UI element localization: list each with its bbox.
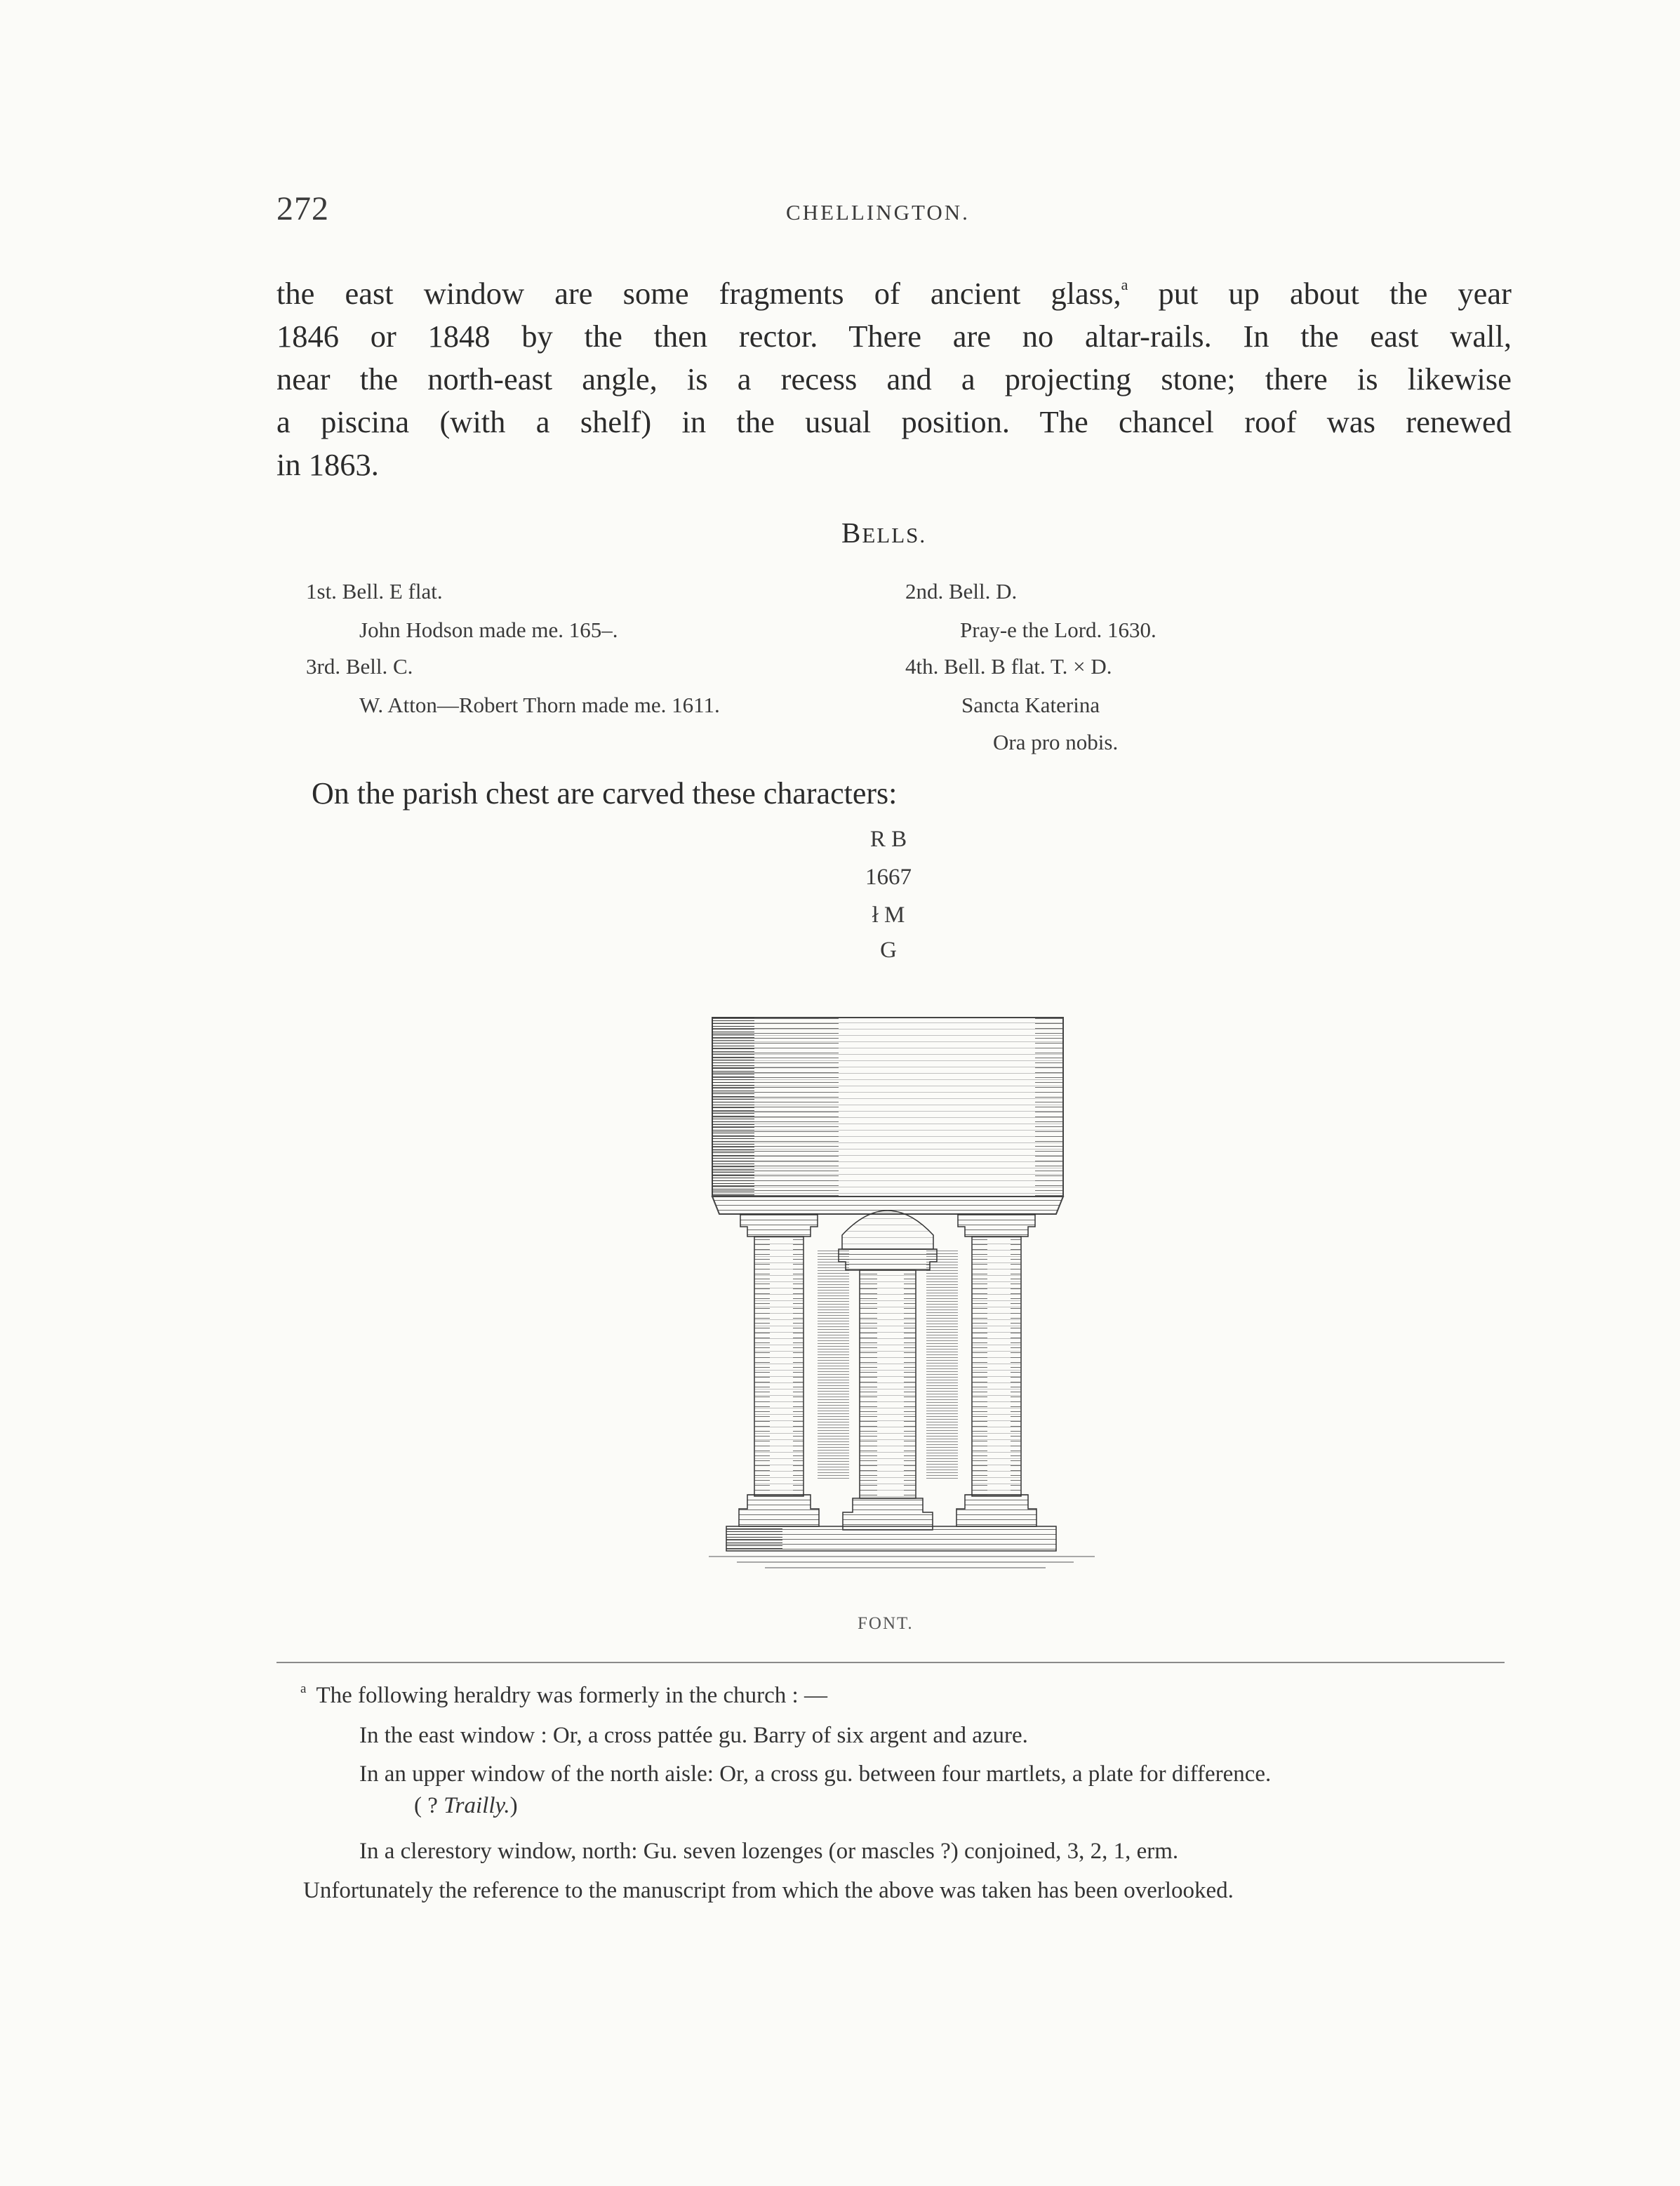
bell-entry-title: 2nd. Bell. D. — [905, 579, 1018, 604]
page-number: 272 — [276, 190, 329, 227]
bells-heading — [841, 516, 926, 549]
body-line: a piscina (with a shelf) in the usual position. The chancel roof was renewed — [276, 404, 1512, 439]
bell-entry-title: 1st. Bell. E flat. — [306, 579, 443, 604]
heading-initial: B — [841, 516, 862, 549]
footnote-text: ( ? — [414, 1793, 444, 1818]
figure-caption: FONT. — [858, 1614, 914, 1633]
body-text: put up about the year — [1128, 276, 1512, 311]
footnote-line: In an upper window of the north aisle: Or, a cross gu. between four martlets, a plate for difference. — [359, 1761, 1272, 1787]
footnote-divider — [276, 1662, 1505, 1663]
chest-character-line: 1667 — [865, 865, 912, 890]
footnote-line: Unfortunately the reference to the manuscript from which the above was taken has been overlooked. — [303, 1878, 1234, 1903]
chest-character-line: R B — [869, 827, 907, 852]
footnote-line: In a clerestory window, north: Gu. seven lozenges (or mascles ?) conjoined, 3, 2, 1, erm. — [359, 1839, 1179, 1864]
body-line: near the north-east angle, is a recess and a projecting stone; there is likewise — [276, 361, 1512, 396]
chest-character-line: G — [880, 938, 897, 963]
bell-inscription: Ora pro nobis. — [993, 730, 1119, 754]
body-line — [276, 272, 1512, 315]
footnote-text: ) — [509, 1793, 518, 1818]
footnote-line — [300, 1683, 827, 1709]
font-bowl — [712, 1018, 1063, 1214]
footnote-reference: a — [1121, 276, 1128, 293]
body-paragraph — [276, 272, 1512, 486]
font-shafts — [754, 1237, 1021, 1498]
bell-inscription: John Hodson made me. 165–. — [359, 618, 618, 642]
footnote-line: In the east window : Or, a cross pattée gu. Barry of six argent and azure. — [359, 1723, 1028, 1748]
bell-inscription: W. Atton—Robert Thorn made me. 1611. — [359, 693, 720, 717]
font-bases — [726, 1495, 1056, 1551]
bell-entry-title: 3rd. Bell. C. — [306, 654, 413, 679]
body-line: 1846 or 1848 by the then rector. There are no altar-rails. In the east wall, — [276, 319, 1512, 354]
chest-character-line: ł M — [872, 902, 905, 928]
bell-inscription: Sancta Katerina — [961, 693, 1100, 717]
body-text: the east window are some fragments of ancient glass, — [276, 276, 1121, 311]
footnote-text: The following heraldry was formerly in the church : — — [316, 1683, 827, 1708]
font-illustration — [681, 1004, 1116, 1572]
footnote-italic-name: Trailly. — [444, 1793, 510, 1818]
footnote-line — [414, 1793, 518, 1819]
chest-intro: On the parish chest are carved these characters: — [312, 776, 898, 811]
running-title: CHELLINGTON. — [786, 200, 970, 225]
heading-rest: ELLS. — [862, 523, 927, 547]
footnote-marker: a — [300, 1681, 307, 1696]
bell-entry-title: 4th. Bell. B flat. T. × D. — [905, 654, 1112, 679]
bell-inscription: Pray-e the Lord. 1630. — [960, 618, 1156, 642]
body-line: in 1863. — [276, 447, 379, 482]
